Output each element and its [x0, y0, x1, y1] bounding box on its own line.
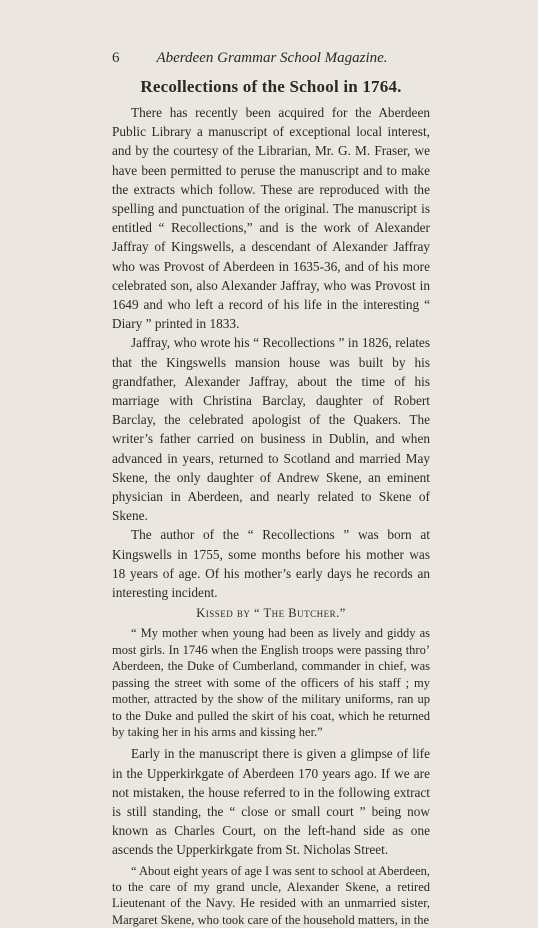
quoted-passage-1: “ My mother when young had been as lively and giddy as most girls. In 1746 when the English troops were passing thro’ Aberdeen, the Duke of Cumberland, commander in chief, was passing the street with some of the officers of his staff ; my mother, attracted by the show of the military uniforms, ran up to the Duke and pulled the skirt of his coat, which he returned by taking her in his arms and kissing her.”: [112, 626, 430, 739]
running-title: Aberdeen Grammar School Magazine.: [156, 50, 388, 66]
quoted-passage-2: “ About eight years of age I was sent to school at Aberdeen, to the care of my grand uncle, Alexander Skene, a retired Lieutenant of the Navy. He resided with an unmarried sister, Margaret Skene, who took care of the household matters, in the: [112, 863, 430, 927]
page-number: 6: [112, 50, 120, 66]
page-header: [112, 50, 432, 70]
section-subheading: Kissed by “ The Butcher.”: [196, 606, 346, 621]
paragraph-4: Early in the manuscript there is given a glimpse of life in the Upperkirkgate of Aberdeen 170 years ago. If we are not mistaken, the house referred to in the following extract is still standing, the “ close or small court ” being now known as Charles Court, on the left-hand side as one ascends the Upperkirkgate from St. Nicholas Street.: [112, 746, 430, 858]
paragraph-2: Jaffray, who wrote his “ Recollections ” in 1826, relates that the Kingswells mansion house was built by his grandfather, Alexander Jaffray, about the time of his marriage with Christina Barclay, daughter of Robert Barclay, the celebrated apologist of the Quakers. The writer’s father carried on business in Dublin, and when advanced in years, returned to Scotland and married May Skene, the only daughter of Andrew Skene, an eminent physician in Aberdeen, and nearly related to Skene of Skene.: [112, 335, 430, 524]
paragraph-3: The author of the “ Recollections ” was born at Kingswells in 1755, some months before his mother was 18 years of age. Of his mother’s early days he records an interesting incident.: [112, 527, 430, 601]
article-title: Recollections of the School in 1764.: [140, 77, 402, 96]
paragraph-1: There has recently been acquired for the Aberdeen Public Library a manuscript of exceptional local interest, and by the courtesy of the Librarian, Mr. G. M. Fraser, we have been permitted to peruse the manuscript and to make the extracts which follow. These are reproduced with the spelling and punctuation of the original. The manuscript is entitled “ Recollections,” and is the work of Alexander Jaffray of Kingswells, a descendant of Alexander Jaffray who was Provost of Aberdeen in 1635-36, and of his more celebrated son, also Alexander Jaffray, who was Provost in 1649 and who left a record of his life in the interesting “ Diary ” printed in 1833.: [112, 105, 430, 332]
article-body: [112, 103, 430, 928]
